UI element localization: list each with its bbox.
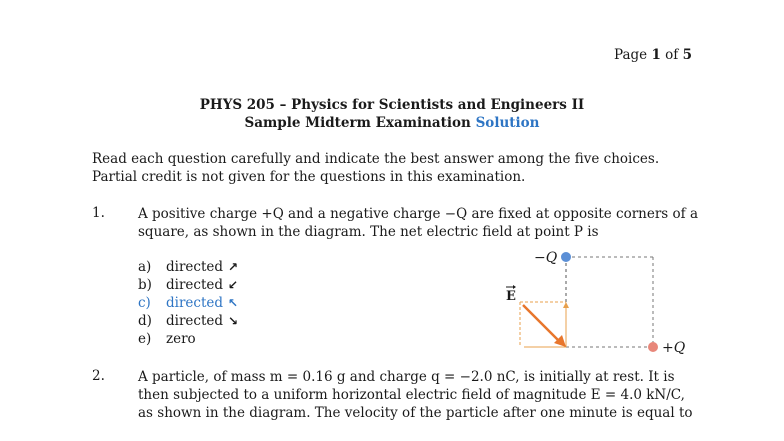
choice-label: directed xyxy=(166,259,224,275)
choice-a[interactable] xyxy=(138,258,238,276)
choice-letter: d) xyxy=(138,313,152,329)
arrow-northwest-icon: ↖ xyxy=(228,296,239,310)
choice-letter: e) xyxy=(138,331,152,347)
choice-e[interactable] xyxy=(138,330,238,348)
component-vertical-arrowhead xyxy=(563,302,569,308)
choice-d[interactable] xyxy=(138,312,238,330)
positive-charge xyxy=(648,342,658,352)
course-title: PHYS 205 – Physics for Scientists and Engineers II xyxy=(199,97,585,113)
exam-subtitle xyxy=(0,114,784,132)
question-2-number: 2. xyxy=(92,368,105,384)
net-field-vector xyxy=(523,305,560,342)
page-number xyxy=(600,47,692,63)
arrow-southeast-icon: ↘ xyxy=(228,314,239,328)
negative-charge xyxy=(561,252,571,262)
choice-label: zero xyxy=(166,331,196,347)
page-label: Page xyxy=(614,47,648,63)
page-total: 5 xyxy=(682,47,692,63)
choice-b[interactable] xyxy=(138,276,238,294)
arrow-southwest-icon: ↙ xyxy=(228,278,239,292)
negative-charge-label: −Q xyxy=(534,250,558,266)
field-label: E xyxy=(506,289,516,304)
solution-label: Solution xyxy=(475,115,540,131)
choice-c[interactable] xyxy=(138,294,238,312)
instructions: Read each question carefully and indicate the best answer among the five choices. Partial credit is not given for the questions in this examination. xyxy=(92,151,660,185)
choice-label: directed xyxy=(166,295,224,311)
arrow-northeast-icon: ↗ xyxy=(228,260,239,274)
choice-letter: a) xyxy=(138,259,152,275)
charges-square-diagram xyxy=(490,245,700,360)
question-1-number: 1. xyxy=(92,205,105,221)
exam-title xyxy=(0,96,784,132)
positive-charge-label: +Q xyxy=(662,340,686,356)
choice-label: directed xyxy=(166,277,224,293)
question-1-text: A positive charge +Q and a negative charge −Q are fixed at opposite corners of a square, as shown in the diagram. The net electric field at point P is xyxy=(138,206,698,240)
choice-letter: b) xyxy=(138,277,152,293)
question-1-choices xyxy=(138,258,238,348)
exam-name: Sample Midterm Examination xyxy=(244,115,471,131)
choice-letter: c) xyxy=(138,295,151,311)
page-of: of xyxy=(665,47,679,63)
page-current: 1 xyxy=(651,47,661,63)
question-2-text: A particle, of mass m = 0.16 g and charge q = −2.0 nC, is initially at rest. It is then subjected to a uniform horizontal electric field of magnitude E = 4.0 kN/C, as shown in the diagram. The velocity of the particle after one minute is equal to xyxy=(138,369,693,421)
choice-label: directed xyxy=(166,313,224,329)
